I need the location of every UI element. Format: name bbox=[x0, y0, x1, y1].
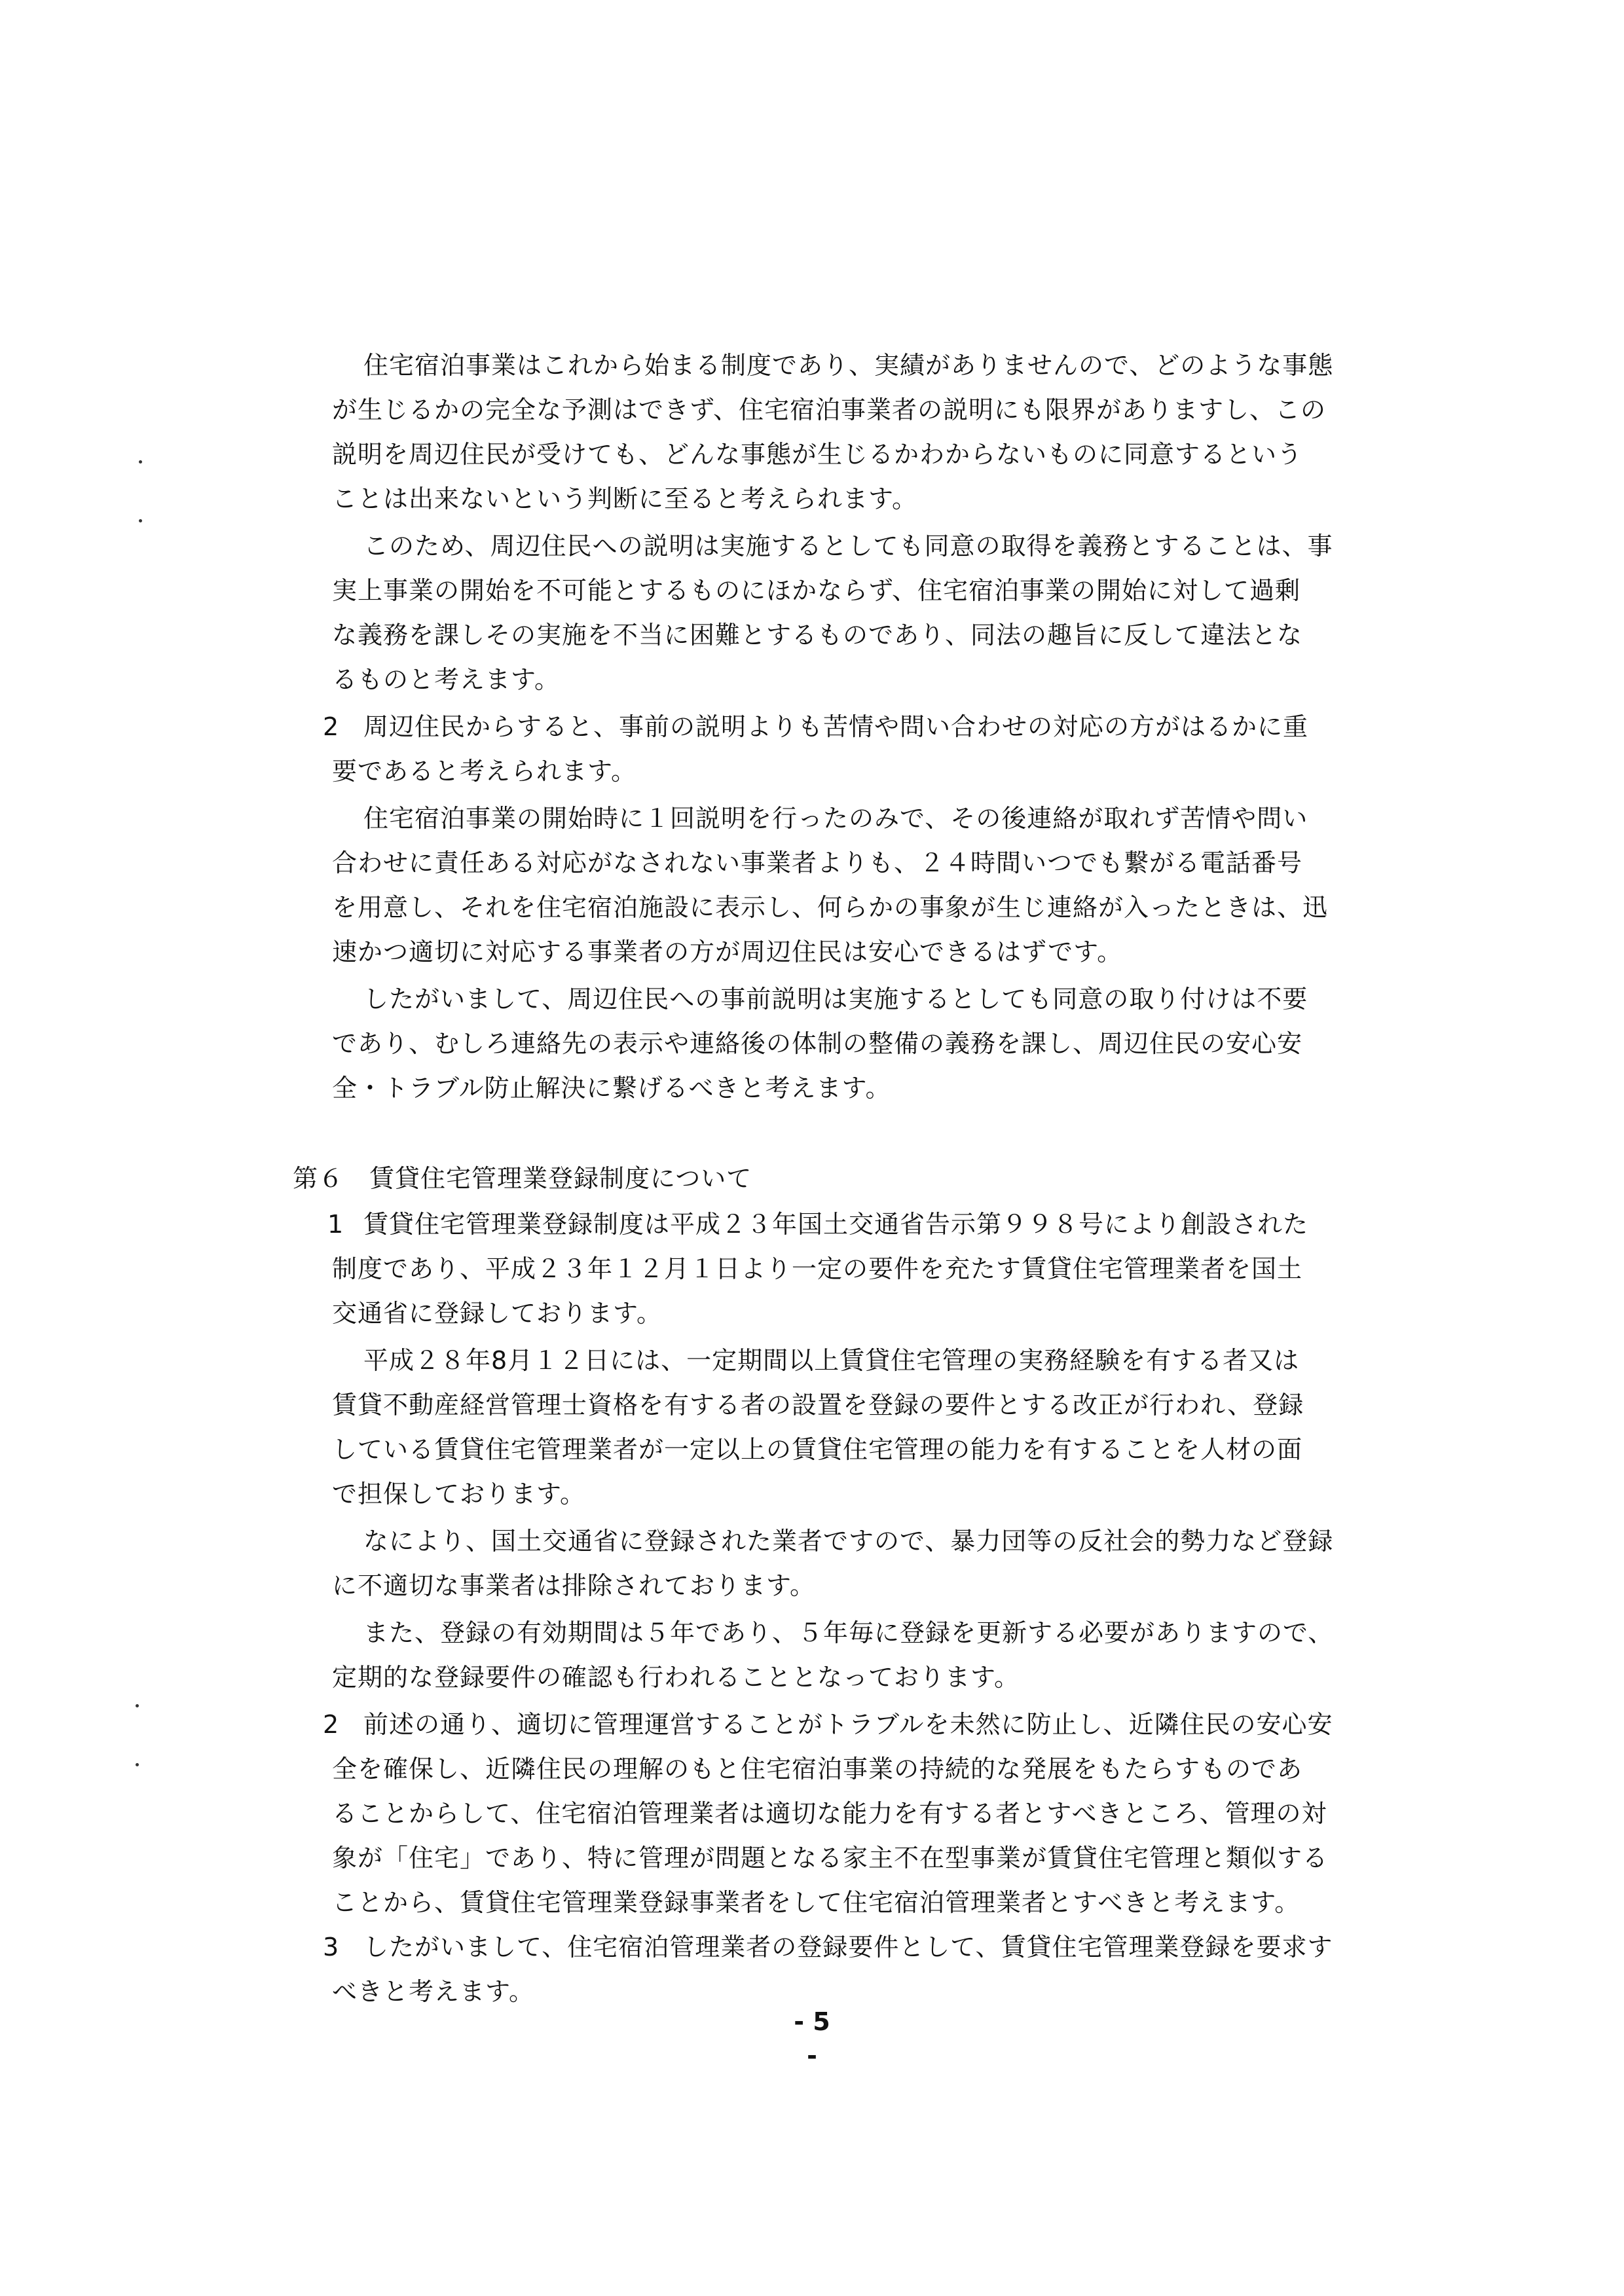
text-line: 賃貸不動産経営管理士資格を有する者の設置を登録の要件とする改正が行われ、登録 bbox=[332, 1391, 1304, 1419]
text-line: 象が「住宅」であり、特に管理が問題となる家主不在型事業が賃貸住宅管理と類似する bbox=[332, 1844, 1329, 1872]
text-line: な義務を課しその実施を不当に困難とするものであり、同法の趣旨に反して違法とな bbox=[332, 621, 1303, 649]
text-line: 周辺住民からすると、事前の説明よりも苦情や問い合わせの対応の方がはるかに重 bbox=[363, 712, 1309, 741]
text-line: したがいまして、住宅宿泊管理業者の登録要件として、賃貸住宅管理業登録を要求す bbox=[363, 1933, 1333, 1961]
text-line: 全・トラブル防止解決に繋げるべきと考えます。 bbox=[332, 1074, 891, 1102]
text-line: したがいまして、周辺住民への事前説明は実施するとしても同意の取り付けは不要 bbox=[363, 985, 1308, 1013]
text-line: が生じるかの完全な予測はできず、住宅宿泊事業者の説明にも限界がありますし、この bbox=[332, 395, 1326, 424]
scan-speck bbox=[136, 1763, 139, 1766]
item-number: 2 bbox=[323, 712, 339, 741]
scan-speck bbox=[136, 1704, 139, 1707]
text-line: 制度であり、平成２３年１２月１日より一定の要件を充たす賃貸住宅管理業者を国土 bbox=[332, 1254, 1303, 1283]
item-number: 3 bbox=[323, 1933, 339, 1961]
text-line: 住宅宿泊事業はこれから始まる制度であり、実績がありませんので、どのような事態 bbox=[363, 351, 1334, 380]
text-line: 平成２８年8月１２日には、一定期間以上賃貸住宅管理の実務経験を有する者又は bbox=[363, 1346, 1300, 1375]
text-line: 住宅宿泊事業の開始時に１回説明を行ったのみで、その後連絡が取れず苦情や問い bbox=[363, 804, 1308, 833]
text-line: ことは出来ないという判断に至ると考えられます。 bbox=[332, 484, 917, 513]
text-line: べきと考えます。 bbox=[332, 1977, 534, 2006]
text-line: で担保しております。 bbox=[332, 1480, 585, 1508]
text-line: また、登録の有効期間は５年であり、５年毎に登録を更新する必要がありますので、 bbox=[363, 1618, 1334, 1647]
page-number: - 5 - bbox=[794, 2007, 830, 2070]
text-line: ることからして、住宅宿泊管理業者は適切な能力を有する者とすべきところ、管理の対 bbox=[332, 1799, 1327, 1828]
text-line: ことから、賃貸住宅管理業登録事業者をして住宅宿泊管理業者とすべきと考えます。 bbox=[332, 1888, 1301, 1917]
section-heading: 第６ 賃貸住宅管理業登録制度について bbox=[293, 1164, 752, 1193]
text-line: 交通省に登録しております。 bbox=[332, 1299, 662, 1328]
text-line: なにより、国土交通省に登録された業者ですので、暴力団等の反社会的勢力など登録 bbox=[363, 1527, 1334, 1556]
text-line: 前述の通り、適切に管理運営することがトラブルを未然に防止し、近隣住民の安心安 bbox=[363, 1710, 1333, 1739]
text-line: している賃貸住宅管理業者が一定以上の賃貸住宅管理の能力を有することを人材の面 bbox=[332, 1435, 1303, 1464]
text-line: 全を確保し、近隣住民の理解のもと住宅宿泊事業の持続的な発展をもたらすものであ bbox=[332, 1755, 1303, 1783]
item-number: 1 bbox=[327, 1210, 344, 1239]
text-line: 実上事業の開始を不可能とするものにほかならず、住宅宿泊事業の開始に対して過剰 bbox=[332, 576, 1301, 605]
scan-speck bbox=[139, 519, 142, 522]
item-number: 2 bbox=[323, 1710, 339, 1739]
text-line: であり、むしろ連絡先の表示や連絡後の体制の整備の義務を課し、周辺住民の安心安 bbox=[332, 1029, 1303, 1058]
text-line: 説明を周辺住民が受けても、どんな事態が生じるかわからないものに同意するという bbox=[332, 440, 1303, 469]
text-line: このため、周辺住民への説明は実施するとしても同意の取得を義務とすることは、事 bbox=[363, 532, 1333, 560]
text-line: を用意し、それを住宅宿泊施設に表示し、何らかの事象が生じ連絡が入ったときは、迅 bbox=[332, 893, 1329, 922]
text-line: 賃貸住宅管理業登録制度は平成２３年国土交通省告示第９９８号により創設された bbox=[363, 1210, 1309, 1239]
text-line: 速かつ適切に対応する事業者の方が周辺住民は安心できるはずです。 bbox=[332, 938, 1123, 966]
text-line: 定期的な登録要件の確認も行われることとなっております。 bbox=[332, 1663, 1020, 1692]
text-line: 要であると考えられます。 bbox=[332, 757, 637, 786]
scan-speck bbox=[139, 460, 142, 464]
text-line: に不適切な事業者は排除されております。 bbox=[332, 1571, 815, 1600]
text-line: るものと考えます。 bbox=[332, 665, 560, 694]
text-line: 合わせに責任ある対応がなされない事業者よりも、２４時間いつでも繋がる電話番号 bbox=[332, 848, 1303, 877]
